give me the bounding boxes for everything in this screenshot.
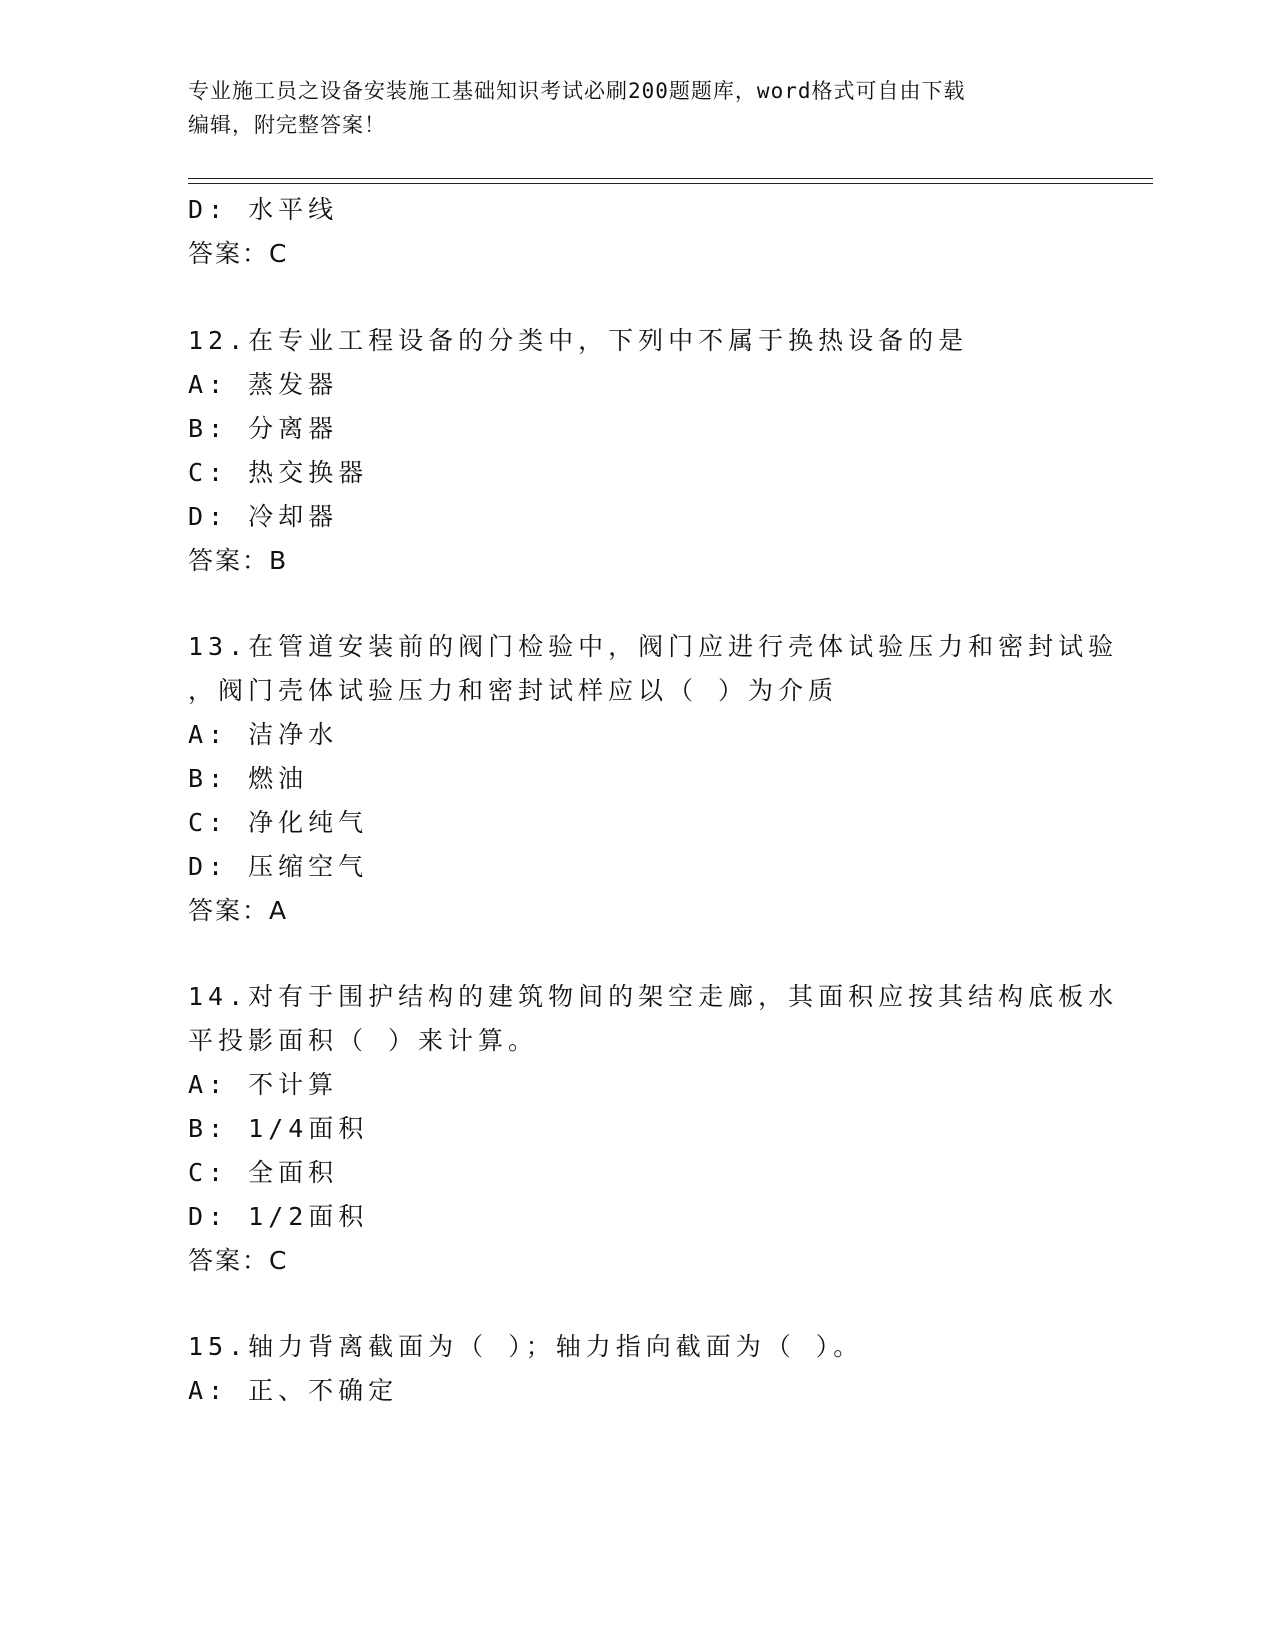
q14-option-c: C: 全面积	[188, 1158, 339, 1187]
q13-option-c: C: 净化纯气	[188, 808, 369, 837]
header-divider-top	[188, 178, 1153, 179]
q13-option-a: A: 洁净水	[188, 720, 339, 749]
q13-question-line-2: ，阀门壳体试验压力和密封试样应以（ ）为介质	[188, 676, 839, 705]
q15-option-a: A: 正、不确定	[188, 1376, 399, 1405]
q13-question-line-1: 13.在管道安装前的阀门检验中，阀门应进行壳体试验压力和密封试验	[188, 632, 1119, 661]
q12-answer: 答案：B	[188, 546, 289, 575]
q12-question: 12.在专业工程设备的分类中，下列中不属于换热设备的是	[188, 326, 969, 355]
header-title-line-1: 专业施工员之设备安装施工基础知识考试必刷200题题库，word格式可自由下载	[188, 79, 966, 103]
q15-question: 15.轴力背离截面为（ ）；轴力指向截面为（ ）。	[188, 1332, 864, 1361]
q13-option-d: D: 压缩空气	[188, 852, 369, 881]
q14-option-a: A: 不计算	[188, 1070, 339, 1099]
q12-option-d: D: 冷却器	[188, 502, 339, 531]
q14-option-b: B: 1/4面积	[188, 1114, 369, 1143]
q11-answer: 答案：C	[188, 239, 289, 268]
q13-answer: 答案：A	[188, 896, 289, 925]
header-title-line-2: 编辑，附完整答案！	[188, 113, 386, 137]
q13-option-b: B: 燃油	[188, 764, 309, 793]
q12-option-b: B: 分离器	[188, 414, 339, 443]
q11-option-d: D: 水平线	[188, 195, 339, 224]
document-header	[188, 74, 1088, 142]
q12-option-c: C: 热交换器	[188, 458, 369, 487]
q14-question-line-1: 14.对有于围护结构的建筑物间的架空走廊，其面积应按其结构底板水	[188, 982, 1119, 1011]
q12-option-a: A: 蒸发器	[188, 370, 339, 399]
q14-option-d: D: 1/2面积	[188, 1202, 369, 1231]
q14-answer: 答案：C	[188, 1246, 289, 1275]
q14-question-line-2: 平投影面积（ ）来计算。	[188, 1026, 539, 1055]
header-divider-bottom	[188, 183, 1153, 184]
